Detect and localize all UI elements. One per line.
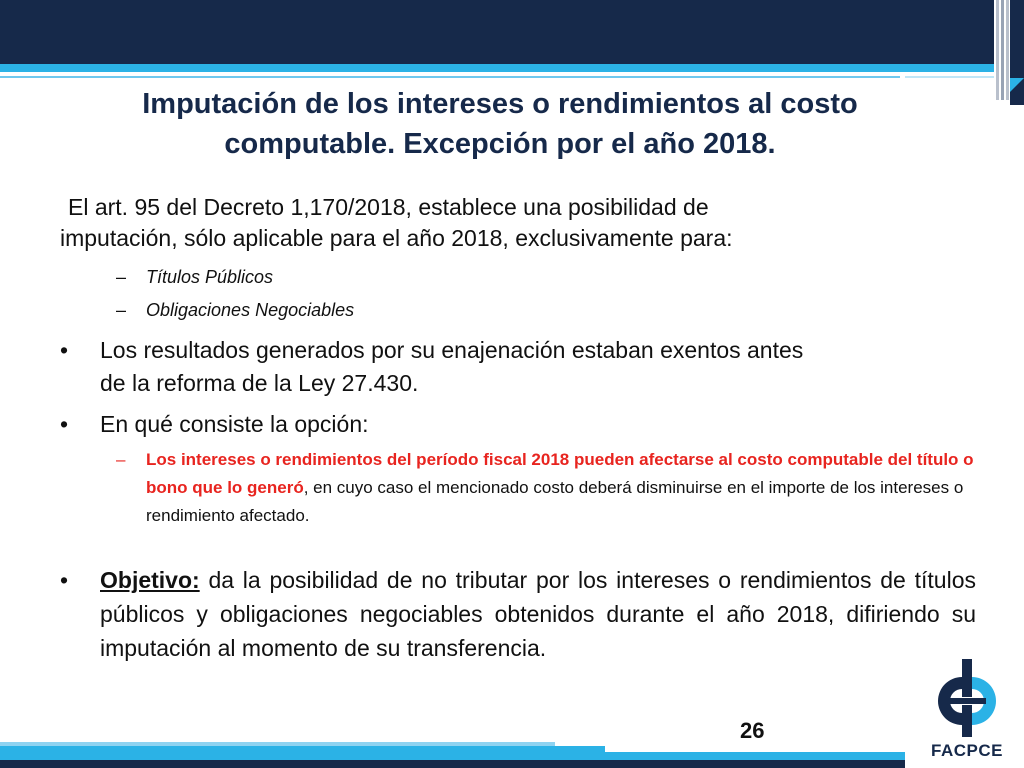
dash-marker: – [116, 300, 127, 320]
footer-accent-stripe-right [605, 752, 905, 760]
intro-line-2: imputación, sólo aplicable para el año 2018, exclusivamente para: [60, 225, 733, 251]
sub-item [116, 262, 616, 292]
dash-marker: – [116, 267, 127, 287]
bullet-icon: • [60, 337, 69, 363]
dash-marker: – [116, 450, 126, 469]
header-thin-stripe [0, 76, 900, 78]
sub-item-label: Títulos Públicos [146, 267, 274, 287]
objective-label: Objetivo: [100, 567, 200, 593]
facpce-logo-label: FACPCE [931, 741, 1003, 760]
sub-item [116, 295, 616, 325]
bullet-item [60, 563, 976, 703]
bullet-text: En qué consiste la opción: [100, 411, 369, 437]
bullet-icon: • [60, 567, 69, 593]
bullet-line-2: de la reforma de la Ley 27.430. [100, 370, 419, 396]
slide-title [40, 84, 960, 164]
bullet-item [60, 334, 976, 400]
bullet-line-1: Los resultados generados por su enajenación estaban exentos antes [100, 337, 804, 363]
footer-accent-stripe [0, 746, 605, 760]
sub-item-label: Obligaciones Negociables [146, 300, 355, 320]
objective-body: da la posibilidad de no tributar por los intereses o rendimientos de títulos públicos y obligaciones negociables obtenidos durante el año 2018, difiriendo su imputación al momento de su transferencia. [100, 567, 976, 661]
bullet-icon: • [60, 411, 69, 437]
facpce-logo-icon [918, 655, 1016, 743]
header-band [0, 0, 994, 64]
page-number: 26 [740, 718, 765, 743]
intro-line-1: El art. 95 del Decreto 1,170/2018, establece una posibilidad de [68, 194, 709, 220]
facpce-logo [918, 655, 1016, 768]
objective-text [100, 563, 976, 665]
option-highlight: Los intereses o rendimientos del período fiscal 2018 pueden afectarse al costo computable del título o bono que lo generó [146, 450, 974, 497]
header-thin-stripe-right [905, 76, 994, 78]
intro-paragraph [60, 192, 940, 254]
header-accent-stripe [0, 64, 994, 72]
slide-title-line-2: computable. Excepción por el año 2018. [224, 128, 776, 160]
header-ribbon-tip [1010, 78, 1024, 92]
slide-title-line-1: Imputación de los intereses o rendimientos al costo [142, 88, 858, 120]
bullet-item [60, 408, 976, 441]
option-text [146, 446, 980, 530]
bullet-text [100, 334, 976, 400]
footer-band [0, 760, 905, 768]
option-rest: , en cuyo caso el mencionado costo deberá disminuirse en el importe de los intereses o rendimiento afectado. [146, 478, 964, 525]
